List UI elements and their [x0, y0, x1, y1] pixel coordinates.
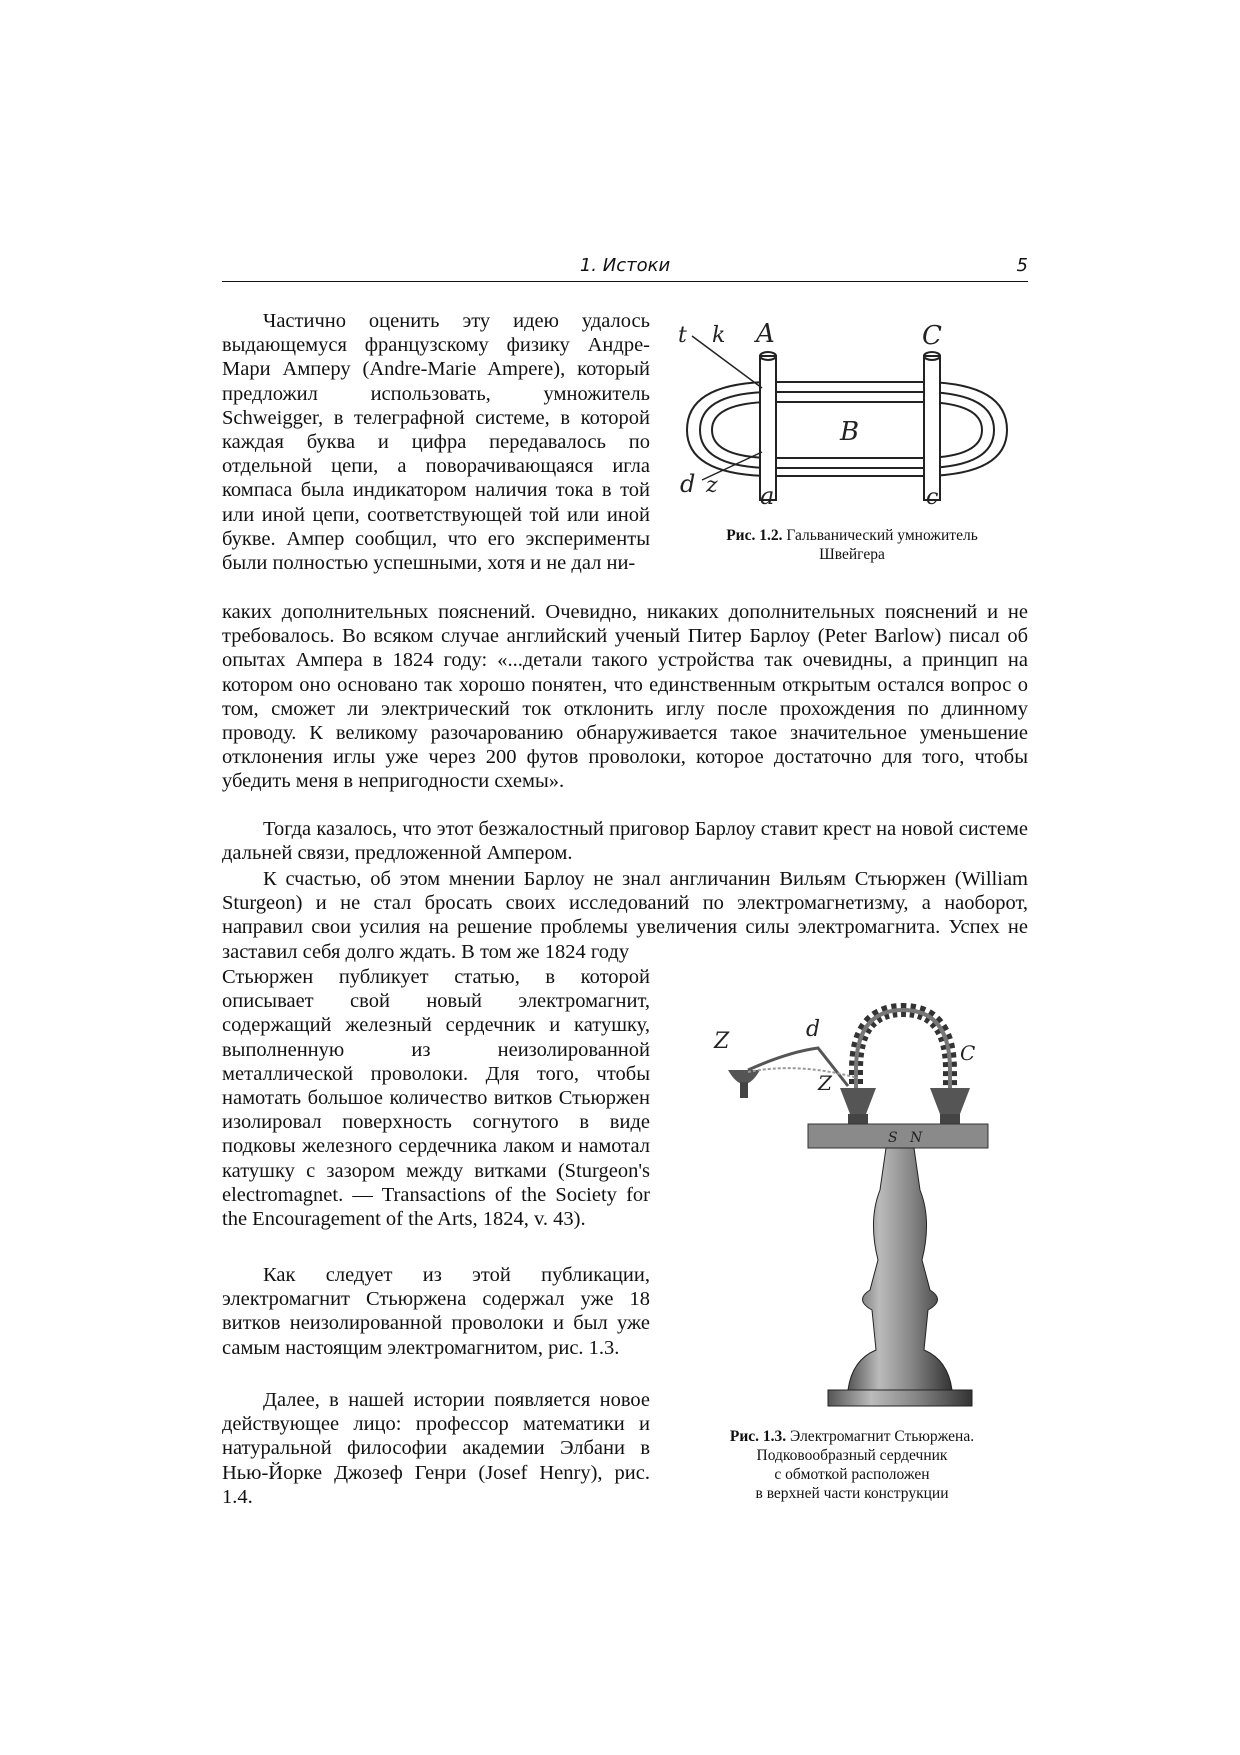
label-k: k [712, 323, 726, 348]
label-d-electro: d [806, 1017, 821, 1042]
figure-1-3-caption: Рис. 1.3. Электромагнит Стьюржена. Подковообразный сердечник с обмоткой расположен в верхней части конструкции [729, 1428, 975, 1502]
paragraph-1-full: каких дополнительных пояснений. Очевидно, никаких дополнительных пояснений и не требовалось. Во всяком случае английский ученый Питер Барлоу (Peter Barlow) писал об опытах Ампера в 1824 году: «...детали такого устройства так очевидны, а принцип на котором оно основано так хорошо понятен, что единственным открытым остался вопрос о том, сможет ли электрический ток отклонить иглу после прохождения по длинному проводу. К великому разочарованию обнаруживается такое значительное уменьшение отклонения иглы уже через 200 футов проволоки, которое достаточно для того, чтобы убедить меня в непригодности схемы». [222, 601, 1028, 793]
label-d: d [680, 470, 696, 498]
paragraph-3-full: К счастью, об этом мнении Барлоу не знал англичанин Вильям Стьюржен (William Sturgeon) и не стал бросать своих исследований по электромагнетизму, а наоборот, направил свои усилия на решение проблемы увеличения силы электромагнита. Успех не заставил себя долго ждать. В том же 1824 году [222, 868, 1028, 963]
figure-1-2-label: Рис. 1.2. [726, 527, 783, 544]
label-c: c [926, 485, 939, 510]
page-number: 5 [1016, 255, 1028, 276]
label-B: B [840, 417, 860, 447]
label-z-cup: Z [818, 1071, 832, 1095]
paragraph-3-narrow: Стьюржен публикует статью, в которой описывает свой новый электромагнит, содержащий железный сердечник и катушку, выполненную из неизолированной металлической проволоки. Для того, чтобы намотать большое количество витков Стьюржен изолировал поверхность согнутого в виде подковы железного сердечника лаком и намотал катушку с зазором между витками (Sturgeon's electromagnet. — Transactions of the Society for the Encouragement of the Arts, 1824, v. 43). [222, 966, 650, 1231]
sturgeon-electromagnet-figure [708, 990, 1018, 1410]
label-a: a [760, 482, 775, 510]
label-A: A [756, 322, 775, 349]
label-z: z [706, 473, 718, 498]
label-z-left: Z [714, 1029, 730, 1054]
paragraph-5: Далее, в нашей истории появляется новое действующее лицо: профессор математики и натуральной философии академии Элбани в Нью-Йорке Джозеф Генри (Josef Henry), рис. 1.4. [222, 1389, 650, 1508]
paragraph-1-narrow: Частично оценить эту идею удалось выдающемуся французскому физику Андре-Мари Амперу (Andre-Marie Ampere), который предложил использовать, умножитель Schweigger, в телеграфной системе, в которой каждая буква и цифра передавалось по отдельной цепи, а поворачивающаяся игла компаса была индикатором наличия тока в той или иной цепи, соответствующей той или иной букве. Ампер сообщил, что его эксперименты были полностью успешными, хотя и не дал ни- [222, 310, 650, 575]
figure-1-3-label: Рис. 1.3. [729, 1428, 787, 1445]
label-c-electro: C [960, 1041, 976, 1065]
label-s-pole: S [888, 1130, 898, 1146]
label-n-pole: N [910, 1130, 923, 1146]
running-header [222, 253, 1028, 282]
label-C: C [922, 322, 942, 351]
chapter-title: 1. Истоки [579, 255, 671, 276]
paragraph-4: Как следует из этой публикации, электромагнит Стьюржена содержал уже 18 витков неизолированной проволоки и был уже самым настоящим электромагнитом, рис. 1.3. [222, 1264, 650, 1359]
schweigger-multiplier-figure [672, 322, 1024, 512]
paragraph-2: Тогда казалось, что этот безжалостный приговор Барлоу ставит крест на новой системе дальней связи, предложенной Ампером. [222, 818, 1028, 865]
figure-1-2-caption: Рис. 1.2. Гальванический умножитель Швейгера [726, 527, 978, 563]
label-t: t [678, 323, 687, 348]
